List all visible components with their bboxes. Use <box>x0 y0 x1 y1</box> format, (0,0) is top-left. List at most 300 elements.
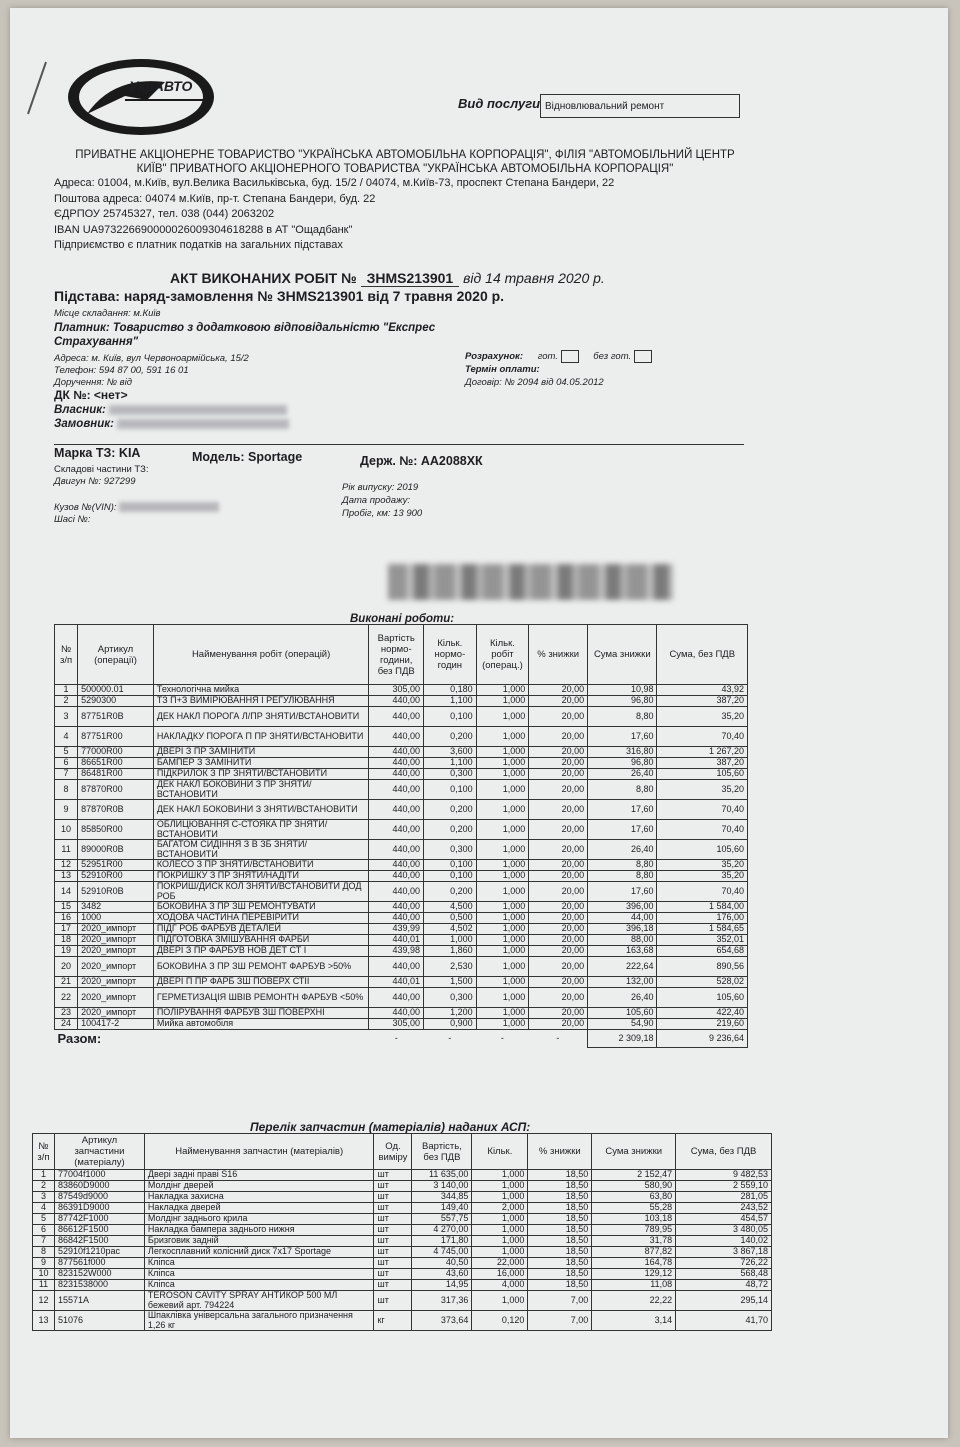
table-cell: 3 <box>33 1192 55 1203</box>
table-cell: 70,40 <box>657 800 748 820</box>
table-cell: 3 867,18 <box>676 1247 772 1258</box>
table-cell: 7 <box>55 769 78 780</box>
table-cell: 1,000 <box>476 882 529 902</box>
table-cell: 83860D9000 <box>54 1181 144 1192</box>
vehicle-vin <box>54 502 219 513</box>
table-cell: 9 <box>33 1258 55 1269</box>
table-cell: 3 <box>55 707 78 727</box>
table-cell: ДВЕРІ П ПР ФАРБ ЗШ ПОВЕРХ СТІІ <box>153 977 369 988</box>
table-cell: 26,40 <box>588 840 657 860</box>
table-cell: 789,95 <box>592 1225 676 1236</box>
table-cell: ДЕК НАКЛ ПОРОГА Л/ПР ЗНЯТИ/ВСТАНОВИТИ <box>153 707 369 727</box>
table-cell: 0,100 <box>424 860 477 871</box>
table-cell: 20,00 <box>529 913 588 924</box>
vin-redacted <box>119 502 219 512</box>
table-cell: 70,40 <box>657 882 748 902</box>
table-cell: 16,000 <box>472 1269 528 1280</box>
table-cell: Накладка бампера заднього нижня <box>144 1225 374 1236</box>
staple-mark <box>22 58 52 118</box>
service-type-box: Відновлювальний ремонт <box>540 94 740 118</box>
table-cell: 20,00 <box>529 935 588 946</box>
table-cell: 440,01 <box>369 935 424 946</box>
table-cell: 176,00 <box>657 913 748 924</box>
table-cell: 1,000 <box>476 769 529 780</box>
vehicle-chassis: Шасі №: <box>54 514 91 525</box>
table-cell: 1,100 <box>424 696 477 707</box>
vehicle-plate: Держ. №: АА2088ХК <box>360 454 483 468</box>
owner <box>54 404 287 416</box>
table-cell: 1,000 <box>476 1008 529 1019</box>
table-cell: 105,60 <box>657 988 748 1008</box>
works-row <box>55 946 748 957</box>
table-cell: 440,00 <box>369 840 424 860</box>
table-cell: ПІДГОТОВКА ЗМІШУВАННЯ ФАРБИ <box>153 935 369 946</box>
table-cell: 3,14 <box>592 1311 676 1331</box>
table-cell: 1000 <box>78 913 154 924</box>
table-cell: 18,50 <box>528 1258 592 1269</box>
table-cell: 31,78 <box>592 1236 676 1247</box>
payer-address: Адреса: м. Київ, вул Червоноармійська, 15/2 <box>54 353 249 364</box>
works-row <box>55 957 748 977</box>
table-cell: 1,000 <box>476 860 529 871</box>
table-cell: 0,100 <box>424 871 477 882</box>
table-cell: 440,00 <box>369 882 424 902</box>
table-cell: 18 <box>55 935 78 946</box>
table-cell: 105,60 <box>657 769 748 780</box>
table-cell: 1,000 <box>472 1291 528 1311</box>
table-cell: 100417-2 <box>78 1019 154 1030</box>
parts-body <box>33 1170 772 1331</box>
table-cell: 171,80 <box>412 1236 472 1247</box>
table-cell: 87751R0B <box>78 707 154 727</box>
table-cell: 86651R00 <box>78 758 154 769</box>
company-postal: Поштова адреса: 04074 м.Київ, пр-т. Степана Бандери, буд. 22 <box>54 192 376 205</box>
company-address: Адреса: 01004, м.Київ, вул.Велика Васильківська, буд. 15/2 / 04074, м.Київ-73, проспект Степана Бандери, 22 <box>54 177 615 189</box>
table-cell: 440,00 <box>369 758 424 769</box>
table-cell: 440,00 <box>369 988 424 1008</box>
table-cell: 1,000 <box>476 727 529 747</box>
table-cell: 2 <box>55 696 78 707</box>
works-total-sum: 9 236,64 <box>657 1030 748 1048</box>
column-header: Кільк. робіт (операц.) <box>476 625 529 685</box>
table-cell: 22 <box>55 988 78 1008</box>
table-cell: 1 <box>33 1170 55 1181</box>
table-cell: 1,000 <box>476 696 529 707</box>
table-cell: 1,000 <box>476 957 529 977</box>
table-cell: 2020_импорт <box>78 1008 154 1019</box>
table-cell: 8231538000 <box>54 1280 144 1291</box>
table-cell: 2020_импорт <box>78 977 154 988</box>
owner-label: Власник: <box>54 404 106 416</box>
parts-row <box>33 1258 772 1269</box>
table-cell: 22,22 <box>592 1291 676 1311</box>
vehicle-mileage: Пробіг, км: 13 900 <box>342 508 423 519</box>
table-cell: 48,72 <box>676 1280 772 1291</box>
parts-row <box>33 1192 772 1203</box>
table-cell: 454,57 <box>676 1214 772 1225</box>
table-cell: 35,20 <box>657 860 748 871</box>
table-cell: 726,22 <box>676 1258 772 1269</box>
table-cell: 1,200 <box>424 1008 477 1019</box>
vehicle-engine: Двигун №: 927299 <box>54 476 136 487</box>
table-cell: 4 <box>33 1203 55 1214</box>
works-row <box>55 727 748 747</box>
table-cell: 52910f1210pac <box>54 1247 144 1258</box>
noncash-label: без гот. <box>593 351 632 363</box>
table-cell: 8,80 <box>588 860 657 871</box>
table-cell: КОЛЕСО З ПР ЗНЯТИ/ВСТАНОВИТИ <box>153 860 369 871</box>
table-cell: 20,00 <box>529 707 588 727</box>
table-cell: 0,300 <box>424 769 477 780</box>
table-cell: шт <box>374 1280 412 1291</box>
table-cell: 35,20 <box>657 707 748 727</box>
table-cell: 55,28 <box>592 1203 676 1214</box>
table-cell: 140,02 <box>676 1236 772 1247</box>
divider <box>54 444 744 445</box>
parts-row <box>33 1291 772 1311</box>
table-cell: 18,50 <box>528 1269 592 1280</box>
table-cell: 0,200 <box>424 820 477 840</box>
column-header: Од. виміру <box>374 1134 412 1170</box>
settlement-label: Розрахунок: <box>465 351 524 363</box>
table-cell: 440,00 <box>369 780 424 800</box>
table-cell: 20,00 <box>529 871 588 882</box>
table-cell: ДВЕРІ З ПР ФАРБУВ НОВ ДЕТ СТ І <box>153 946 369 957</box>
table-cell: 877561f000 <box>54 1258 144 1269</box>
table-cell: 54,90 <box>588 1019 657 1030</box>
table-cell: БОКОВИНА З ПР ЗШ РЕМОНТ ФАРБУВ >50% <box>153 957 369 977</box>
column-header: Найменування робіт (операцій) <box>153 625 369 685</box>
table-cell: 243,52 <box>676 1203 772 1214</box>
table-cell: шт <box>374 1203 412 1214</box>
table-cell: 4,500 <box>424 902 477 913</box>
table-cell: ГЕРМЕТИЗАЦІЯ ШВІВ РЕМОНТН ФАРБУВ <50% <box>153 988 369 1008</box>
table-cell: ДВЕРІ З ПР ЗАМІНИТИ <box>153 747 369 758</box>
table-cell: 20,00 <box>529 758 588 769</box>
works-total-label: Разом: <box>57 1031 102 1047</box>
table-cell: 1 584,00 <box>657 902 748 913</box>
table-cell: 40,50 <box>412 1258 472 1269</box>
table-cell: 20,00 <box>529 727 588 747</box>
table-cell: 1,000 <box>476 758 529 769</box>
table-cell: 440,00 <box>369 696 424 707</box>
table-cell: 387,20 <box>657 758 748 769</box>
vehicle-model: Модель: Sportage <box>192 450 303 464</box>
table-cell: 1,000 <box>476 685 529 696</box>
table-cell: шт <box>374 1225 412 1236</box>
table-cell: 22,000 <box>472 1258 528 1269</box>
works-total-dash: - <box>556 1033 560 1044</box>
table-cell: шт <box>374 1236 412 1247</box>
table-cell: Технологічна мийка <box>153 685 369 696</box>
table-cell: ДЕК НАКЛ БОКОВИНИ З ЗНЯТИ/ВСТАНОВИТИ <box>153 800 369 820</box>
table-cell: 352,01 <box>657 935 748 946</box>
table-cell: 295,14 <box>676 1291 772 1311</box>
column-header: Сума знижки <box>592 1134 676 1170</box>
table-cell: 9 <box>55 800 78 820</box>
table-cell: 1,860 <box>424 946 477 957</box>
table-cell: 440,00 <box>369 913 424 924</box>
table-cell: Легкосплавний колісний диск 7x17 Sportage <box>144 1247 374 1258</box>
act-basis: Підстава: наряд-замовлення № ЗНМS213901 від 7 травня 2020 р. <box>54 288 505 304</box>
table-cell: 12 <box>33 1291 55 1311</box>
table-cell: Молдінг дверей <box>144 1181 374 1192</box>
table-cell: 20,00 <box>529 747 588 758</box>
act-date: від 14 травня 2020 р. <box>463 270 605 286</box>
table-cell: 1,100 <box>424 758 477 769</box>
owner-redacted <box>109 405 287 415</box>
table-cell: 17,60 <box>588 882 657 902</box>
table-cell: 5 <box>33 1214 55 1225</box>
vin-label: Кузов №(VIN): <box>54 502 117 513</box>
table-cell: 11 <box>55 840 78 860</box>
table-cell: 7,00 <box>528 1291 592 1311</box>
table-cell: 0,200 <box>424 727 477 747</box>
table-cell: 8,80 <box>588 707 657 727</box>
table-cell: 1,000 <box>472 1225 528 1236</box>
table-cell: 86842F1500 <box>54 1236 144 1247</box>
works-table <box>54 624 748 1048</box>
column-header: Артикул (операції) <box>78 625 154 685</box>
table-cell: шт <box>374 1269 412 1280</box>
table-cell: 0,500 <box>424 913 477 924</box>
table-cell: 0,100 <box>424 707 477 727</box>
table-cell: НАКЛАДКУ ПОРОГА П ПР ЗНЯТИ/ВСТАНОВИТИ <box>153 727 369 747</box>
table-cell: БОКОВИНА З ПР ЗШ РЕМОНТУВАТИ <box>153 902 369 913</box>
delegation: Доручення: № від <box>54 377 132 388</box>
table-cell: 96,80 <box>588 696 657 707</box>
works-row <box>55 685 748 696</box>
table-cell: 440,00 <box>369 1008 424 1019</box>
table-cell: 823152W000 <box>54 1269 144 1280</box>
table-cell: 8 <box>33 1247 55 1258</box>
table-cell: 103,18 <box>592 1214 676 1225</box>
table-cell: 77000R00 <box>78 747 154 758</box>
table-cell: 18,50 <box>528 1236 592 1247</box>
table-cell: 6 <box>55 758 78 769</box>
table-cell: 2020_импорт <box>78 935 154 946</box>
table-cell: 164,78 <box>592 1258 676 1269</box>
table-cell: 4 <box>55 727 78 747</box>
logo-text: УкрАВТО <box>129 78 193 94</box>
column-header: Вартість, без ПДВ <box>412 1134 472 1170</box>
table-cell: 18,50 <box>528 1192 592 1203</box>
table-cell: 439,98 <box>369 946 424 957</box>
table-cell: ПОКРИШКУ З ПР ЗНЯТИ/НАДІТИ <box>153 871 369 882</box>
works-row <box>55 871 748 882</box>
table-cell: 18,50 <box>528 1247 592 1258</box>
table-cell: 87742F1000 <box>54 1214 144 1225</box>
table-cell: 877,82 <box>592 1247 676 1258</box>
table-cell: 8,80 <box>588 871 657 882</box>
table-cell: Двері задні праві S16 <box>144 1170 374 1181</box>
table-cell: Кліпса <box>144 1280 374 1291</box>
table-cell: 4,502 <box>424 924 477 935</box>
table-cell: 4 745,00 <box>412 1247 472 1258</box>
parts-caption: Перелік запчастин (матеріалів) наданих АСП: <box>250 1120 531 1134</box>
works-row <box>55 707 748 727</box>
table-cell: 0,300 <box>424 840 477 860</box>
table-cell: шт <box>374 1247 412 1258</box>
works-caption: Виконані роботи: <box>350 613 455 625</box>
table-cell: 1,000 <box>476 977 529 988</box>
table-cell: 281,05 <box>676 1192 772 1203</box>
parts-row <box>33 1247 772 1258</box>
table-cell: шт <box>374 1181 412 1192</box>
table-cell: 440,01 <box>369 977 424 988</box>
table-cell: 3 480,05 <box>676 1225 772 1236</box>
column-header: Кільк. <box>472 1134 528 1170</box>
payer-line1: Платник: Товариство з додатковою відповідальністю "Експрес <box>54 322 436 334</box>
table-cell: Мийка автомобіля <box>153 1019 369 1030</box>
works-total-discount: 2 309,18 <box>588 1030 657 1048</box>
table-cell: 20,00 <box>529 685 588 696</box>
table-cell: 0,100 <box>424 780 477 800</box>
parts-row <box>33 1269 772 1280</box>
table-cell: 396,18 <box>588 924 657 935</box>
table-cell: 20,00 <box>529 988 588 1008</box>
works-row <box>55 696 748 707</box>
table-cell: 1,000 <box>476 780 529 800</box>
table-cell: Накладка захисна <box>144 1192 374 1203</box>
table-cell: 1,000 <box>472 1236 528 1247</box>
table-cell: кг <box>374 1311 412 1331</box>
table-cell: 528,02 <box>657 977 748 988</box>
company-details <box>54 176 614 254</box>
vehicle-parts: Складові частини ТЗ: <box>54 464 149 475</box>
table-cell: 20,00 <box>529 902 588 913</box>
payer-line2: Страхування" <box>54 336 139 348</box>
table-cell: 344,85 <box>412 1192 472 1203</box>
company-edrpou: ЄДРПОУ 25745327, тел. 038 (044) 2063202 <box>54 208 275 220</box>
table-cell: шт <box>374 1258 412 1269</box>
table-cell: 105,60 <box>657 840 748 860</box>
table-cell: 1,000 <box>476 840 529 860</box>
table-cell: 396,00 <box>588 902 657 913</box>
works-row <box>55 769 748 780</box>
table-cell: 17,60 <box>588 820 657 840</box>
column-header: Артикул запчастини (матеріалу) <box>54 1134 144 1170</box>
table-cell: 1,000 <box>476 871 529 882</box>
works-row <box>55 924 748 935</box>
column-header: % знижки <box>528 1134 592 1170</box>
document-page <box>10 8 948 1438</box>
works-row <box>55 902 748 913</box>
table-cell: 96,80 <box>588 758 657 769</box>
table-cell: 18,50 <box>528 1280 592 1291</box>
works-row <box>55 840 748 860</box>
customer <box>54 418 289 430</box>
table-cell: 10 <box>55 820 78 840</box>
table-cell: 5290300 <box>78 696 154 707</box>
table-cell: 0,180 <box>424 685 477 696</box>
table-cell: 15571A <box>54 1291 144 1311</box>
works-row <box>55 882 748 902</box>
table-cell: 440,00 <box>369 820 424 840</box>
table-cell: 4,000 <box>472 1280 528 1291</box>
table-cell: 20,00 <box>529 977 588 988</box>
table-cell: 15 <box>55 902 78 913</box>
table-cell: 17 <box>55 924 78 935</box>
table-cell: 440,00 <box>369 727 424 747</box>
works-row <box>55 758 748 769</box>
table-cell: 0,120 <box>472 1311 528 1331</box>
table-cell: 422,40 <box>657 1008 748 1019</box>
parts-row <box>33 1170 772 1181</box>
table-cell: 7 <box>33 1236 55 1247</box>
works-total-dash: - <box>448 1033 452 1044</box>
table-cell: 2020_импорт <box>78 924 154 935</box>
table-cell: 11,08 <box>592 1280 676 1291</box>
table-cell: 373,64 <box>412 1311 472 1331</box>
table-cell: 1,000 <box>476 913 529 924</box>
table-cell: ДЕК НАКЛ БОКОВИНИ З ПР ЗНЯТИ/ВСТАНОВИТИ <box>153 780 369 800</box>
table-cell: 52951R00 <box>78 860 154 871</box>
column-header: № з/п <box>33 1134 55 1170</box>
table-cell: 70,40 <box>657 820 748 840</box>
table-cell: 18,50 <box>528 1225 592 1236</box>
table-cell: 1,000 <box>476 924 529 935</box>
table-cell: 9 482,53 <box>676 1170 772 1181</box>
parts-row <box>33 1203 772 1214</box>
table-cell: 1,000 <box>476 707 529 727</box>
works-row <box>55 860 748 871</box>
table-cell: 14 <box>55 882 78 902</box>
works-row <box>55 747 748 758</box>
table-cell: 1,000 <box>472 1192 528 1203</box>
settlement <box>465 350 652 363</box>
table-cell: 1,000 <box>476 988 529 1008</box>
table-cell: 86612F1500 <box>54 1225 144 1236</box>
table-cell: 305,00 <box>369 685 424 696</box>
table-cell: 316,80 <box>588 747 657 758</box>
table-cell: 2 <box>33 1181 55 1192</box>
table-cell: 20,00 <box>529 696 588 707</box>
company-tax: Підприємство є платник податків на загальних підставах <box>54 239 343 251</box>
table-cell: 1 267,20 <box>657 747 748 758</box>
table-cell: 20,00 <box>529 957 588 977</box>
table-cell: 163,68 <box>588 946 657 957</box>
company-name-line: ПРИВАТНЕ АКЦІОНЕРНЕ ТОВАРИСТВО "УКРАЇНСЬКА АВТОМОБІЛЬНА КОРПОРАЦІЯ", ФІЛІЯ "АВТОМОБІЛЬНИЙ ЦЕНТР <box>75 149 735 161</box>
table-cell: 5 <box>55 747 78 758</box>
table-cell: БАМПЕР З ЗАМІНИТИ <box>153 758 369 769</box>
table-cell: 1,000 <box>476 946 529 957</box>
table-cell: ОБЛИЦЮВАННЯ С-СТОЯКА ПР ЗНЯТИ/ВСТАНОВИТИ <box>153 820 369 840</box>
table-cell: 44,00 <box>588 913 657 924</box>
table-cell: 4 270,00 <box>412 1225 472 1236</box>
works-total-dash: - <box>394 1033 398 1044</box>
table-cell: 10 <box>33 1269 55 1280</box>
table-cell: 2020_импорт <box>78 946 154 957</box>
table-cell: 8 <box>55 780 78 800</box>
dk-number: ДК №: <нет> <box>54 388 128 402</box>
act-title-text: АКТ ВИКОНАНИХ РОБІТ <box>170 270 338 286</box>
table-cell: Накладка дверей <box>144 1203 374 1214</box>
table-cell: 24 <box>55 1019 78 1030</box>
table-cell: 1 <box>55 685 78 696</box>
column-header: № з/п <box>55 625 78 685</box>
table-cell: 440,00 <box>369 769 424 780</box>
column-header: Кільк. нормо-годин <box>424 625 477 685</box>
table-cell: 305,00 <box>369 1019 424 1030</box>
table-cell: 1,000 <box>476 800 529 820</box>
company-name <box>60 148 750 176</box>
table-cell: 13 <box>55 871 78 882</box>
company-name-line: КИЇВ" ПРИВАТНОГО АКЦІОНЕРНОГО ТОВАРИСТВА "УКРАЇНСЬКА АВТОМОБІЛЬНА КОРПОРАЦІЯ" <box>136 163 674 175</box>
table-cell: 440,00 <box>369 871 424 882</box>
redacted-block <box>388 564 673 600</box>
table-cell: 6 <box>33 1225 55 1236</box>
